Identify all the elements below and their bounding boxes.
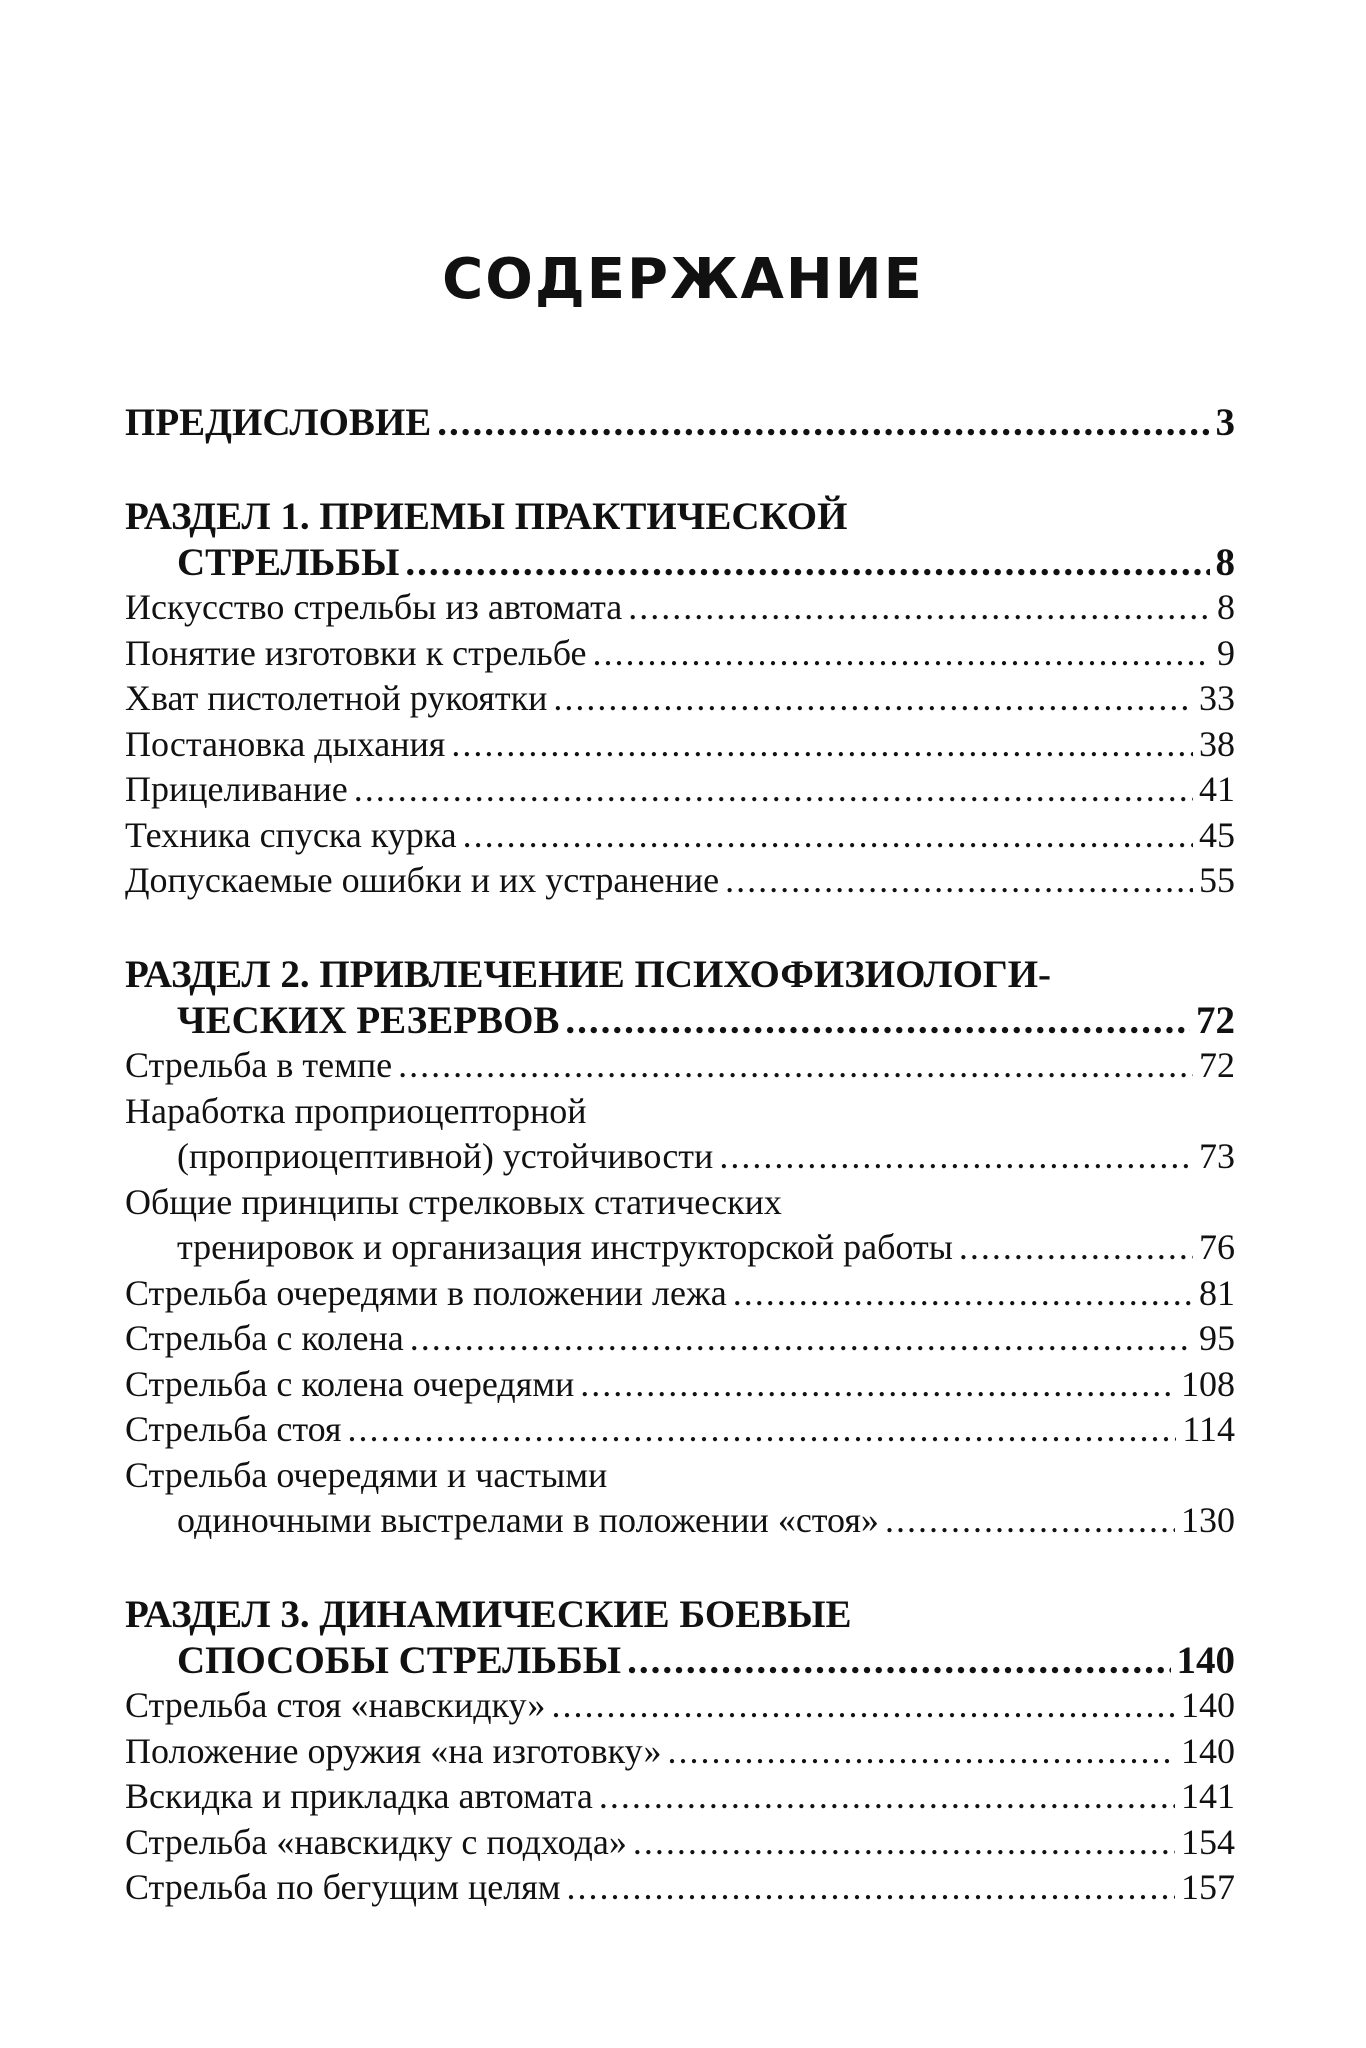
- dot-leader: [551, 1683, 1175, 1729]
- toc-entry-page: 8: [1217, 587, 1235, 627]
- toc-entry-label: Понятие изготовки к стрельбе: [125, 632, 587, 673]
- toc-entry-page: 72: [1199, 1045, 1235, 1085]
- dot-leader: [410, 1316, 1193, 1362]
- toc-entry-page: 3: [1215, 401, 1235, 444]
- dot-leader: [959, 1225, 1193, 1271]
- toc-entry-label: Стрельба с колена: [125, 1318, 404, 1358]
- toc-entry-page: 154: [1181, 1821, 1235, 1862]
- toc-entry: [125, 1774, 1235, 1820]
- toc-entry-label: Допускаемые ошибки и их устранение: [125, 860, 720, 900]
- dot-leader: [463, 813, 1193, 859]
- toc-section-1: [125, 494, 1235, 904]
- dot-leader: [354, 767, 1193, 813]
- section-page: 72: [1196, 998, 1235, 1042]
- toc-entry: [125, 813, 1235, 859]
- dot-leader: [628, 585, 1211, 631]
- section-heading-continuation: [125, 998, 1235, 1044]
- section-heading-continuation: [125, 1638, 1235, 1684]
- toc-entry-page: 130: [1181, 1500, 1235, 1540]
- toc-entry: [125, 585, 1235, 631]
- toc-entry-label: Постановка дыхания: [125, 723, 446, 764]
- dot-leader: [437, 400, 1209, 446]
- dot-leader: [719, 1134, 1193, 1180]
- toc-entry: [125, 858, 1235, 904]
- dot-leader: [347, 1407, 1176, 1453]
- toc-entry-label: Наработка проприоцепторной: [125, 1090, 587, 1131]
- toc-entry: [125, 1134, 1235, 1180]
- toc-entry-page: 108: [1181, 1363, 1235, 1404]
- toc-entry-label: Стрельба очередями в положении лежа: [125, 1272, 727, 1313]
- toc-entry-label: Вскидка и прикладка автомата: [125, 1776, 593, 1816]
- toc-entry-label: Искусство стрельбы из автомата: [125, 587, 623, 627]
- toc-entry-label-cont: (проприоцептивной) устойчивости: [177, 1136, 714, 1176]
- dot-leader: [885, 1498, 1175, 1544]
- dot-leader: [405, 540, 1209, 586]
- dot-leader: [451, 722, 1193, 768]
- toc-entry: [125, 1820, 1235, 1866]
- toc-entry-page: 55: [1199, 860, 1235, 900]
- toc-entry: [125, 722, 1235, 768]
- toc-entry: [125, 1271, 1235, 1317]
- toc-entry-page: 38: [1199, 723, 1235, 764]
- section-heading: РАЗДЕЛ 1. ПРИЕМЫ ПРАКТИЧЕСКОЙ: [125, 494, 848, 538]
- section-heading: РАЗДЕЛ 2. ПРИВЛЕЧЕНИЕ ПСИХОФИЗИОЛОГИ-: [125, 952, 1052, 996]
- section-heading-cont: ЧЕСКИХ РЕЗЕРВОВ: [177, 998, 560, 1042]
- toc-entry-page: 141: [1181, 1776, 1235, 1816]
- toc-entry-label: Стрельба стоя «навскидку»: [125, 1685, 546, 1725]
- section-heading-cont: СПОСОБЫ СТРЕЛЬБЫ: [177, 1638, 622, 1682]
- section-heading: РАЗДЕЛ 3. ДИНАМИЧЕСКИЕ БОЕВЫЕ: [125, 1592, 852, 1636]
- toc-entry-page: 41: [1199, 769, 1235, 809]
- section-page: 140: [1176, 1638, 1235, 1682]
- toc-entry: [125, 1362, 1235, 1408]
- toc-entry-page: 95: [1199, 1318, 1235, 1358]
- toc-entry-page: 76: [1199, 1227, 1235, 1267]
- toc-entry: [125, 631, 1235, 677]
- toc-entry: [125, 1729, 1235, 1775]
- dot-leader: [398, 1043, 1193, 1089]
- section-page: 8: [1215, 540, 1235, 584]
- toc-entry-label: Положение оружия «на изготовку»: [125, 1730, 662, 1771]
- dot-leader: [565, 998, 1190, 1044]
- toc-entry: [125, 1865, 1235, 1911]
- toc-entry-label: Стрельба в темпе: [125, 1045, 393, 1085]
- toc-entry: [125, 1316, 1235, 1362]
- toc-entry: [125, 767, 1235, 813]
- dot-leader: [633, 1820, 1175, 1866]
- toc-entry-page: 33: [1199, 678, 1235, 718]
- toc-entry: [125, 1407, 1235, 1453]
- toc-entry-label: Стрельба «навскидку с подхода»: [125, 1821, 627, 1862]
- dot-leader: [725, 858, 1193, 904]
- dot-leader: [553, 676, 1193, 722]
- toc-entry-label: ПРЕДИСЛОВИЕ: [125, 401, 432, 444]
- section-heading-continuation: [125, 540, 1235, 586]
- table-of-contents: [125, 400, 1235, 1959]
- dot-leader: [667, 1729, 1175, 1775]
- toc-entry: [125, 1498, 1235, 1544]
- toc-entry-label: Техника спуска курка: [125, 814, 457, 855]
- toc-entry-page: 114: [1182, 1409, 1235, 1449]
- toc-entry-label: Стрельба по бегущим целям: [125, 1867, 561, 1907]
- toc-entry-label: Общие принципы стрелковых статических: [125, 1181, 782, 1222]
- toc-entry: [125, 1225, 1235, 1271]
- toc-entry-page: 45: [1199, 814, 1235, 855]
- toc-entry-label: Стрельба очередями и частыми: [125, 1454, 608, 1495]
- toc-section-2: [125, 952, 1235, 1544]
- toc-entry-page: 140: [1181, 1685, 1235, 1725]
- toc-entry-label-cont: одиночными выстрелами в положении «стоя»: [177, 1500, 879, 1540]
- toc-entry-label: Стрельба стоя: [125, 1409, 342, 1449]
- dot-leader: [580, 1362, 1175, 1408]
- toc-entry-page: 157: [1181, 1867, 1235, 1907]
- toc-entry-page: 140: [1181, 1730, 1235, 1771]
- toc-preface: [125, 400, 1235, 446]
- dot-leader: [733, 1271, 1193, 1317]
- toc-entry: [125, 1043, 1235, 1089]
- dot-leader: [593, 631, 1211, 677]
- dot-leader: [627, 1638, 1170, 1684]
- toc-entry-page: 9: [1217, 632, 1235, 673]
- toc-entry: [125, 676, 1235, 722]
- toc-entry-label: Хват пистолетной рукоятки: [125, 678, 548, 718]
- toc-entry-label-cont: тренировок и организация инструкторской работы: [177, 1227, 953, 1267]
- page-title: СОДЕРЖАНИЕ: [442, 247, 924, 312]
- toc-section-3: [125, 1592, 1235, 1911]
- dot-leader: [567, 1865, 1175, 1911]
- toc-entry-label: Стрельба с колена очередями: [125, 1363, 575, 1404]
- toc-entry-label: Прицеливание: [125, 769, 348, 809]
- toc-entry-page: 81: [1199, 1272, 1235, 1313]
- toc-entry-preface: [125, 400, 1235, 446]
- dot-leader: [599, 1774, 1175, 1820]
- toc-entry-page: 73: [1199, 1136, 1235, 1176]
- toc-entry: [125, 1683, 1235, 1729]
- section-heading-cont: СТРЕЛЬБЫ: [177, 540, 400, 584]
